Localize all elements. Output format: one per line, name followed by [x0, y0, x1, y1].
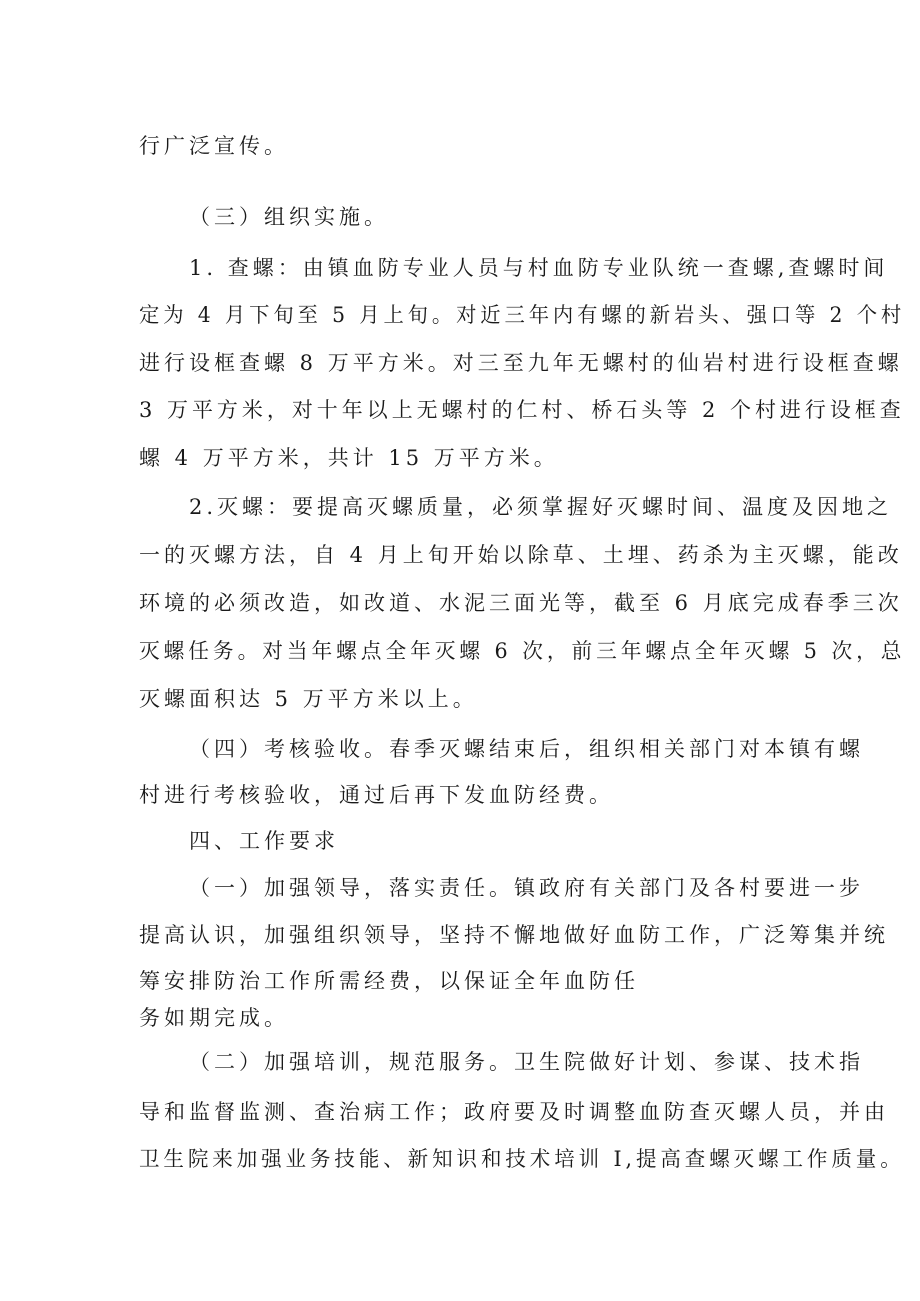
- text-line: 1. 查螺：由镇血防专业人员与村血防专业队统一查螺,查螺时间: [189, 256, 889, 280]
- text-line: 灭螺任务。对当年螺点全年灭螺 6 次，前三年螺点全年灭螺 5 次，总: [139, 639, 906, 663]
- text-line: 环境的必须改造，如改道、水泥三面光等，截至 6 月底完成春季三次: [139, 591, 903, 615]
- text-line: 行广泛宣传。: [139, 134, 289, 158]
- text-line: 灭螺面积达 5 万平方米以上。: [139, 687, 478, 711]
- text-line: 村进行考核验收，通过后再下发血防经费。: [139, 783, 614, 807]
- section-heading: （三）组织实施。: [189, 205, 389, 229]
- text-line: 提高认识，加强组织领导，坚持不懈地做好血防工作，广泛筹集并统: [139, 923, 889, 947]
- text-line: 定为 4 月下旬至 5 月上旬。对近三年内有螺的新岩头、强口等 2 个村: [139, 303, 906, 327]
- text-line: 一的灭螺方法，自 4 月上旬开始以除草、土埋、药杀为主灭螺，能改: [139, 543, 903, 567]
- text-line: （一）加强领导，落实责任。镇政府有关部门及各村要进一步: [189, 876, 864, 900]
- text-line: 进行设框查螺 8 万平方米。对三至九年无螺村的仙岩村进行设框查螺: [139, 351, 903, 375]
- text-line: 导和监督监测、查治病工作；政府要及时调整血防查灭螺人员，并由: [139, 1100, 889, 1124]
- text-line: 卫生院来加强业务技能、新知识和技术培训 I,提高查螺灭螺工作质量。: [139, 1147, 905, 1171]
- text-line: 务如期完成。: [139, 1006, 289, 1030]
- text-line: （四）考核验收。春季灭螺结束后，组织相关部门对本镇有螺: [189, 737, 864, 761]
- section-heading: 四、工作要求: [189, 829, 339, 853]
- text-line: 筹安排防治工作所需经费，以保证全年血防任: [139, 969, 639, 993]
- text-line: （二）加强培训，规范服务。卫生院做好计划、参谋、技术指: [189, 1050, 864, 1074]
- text-line: 2.灭螺：要提高灭螺质量，必须掌握好灭螺时间、温度及因地之: [189, 495, 893, 519]
- text-line: 3 万平方米，对十年以上无螺村的仁村、桥石头等 2 个村进行设框查: [139, 398, 905, 422]
- text-line: 螺 4 万平方米，共计 15 万平方米。: [139, 446, 559, 470]
